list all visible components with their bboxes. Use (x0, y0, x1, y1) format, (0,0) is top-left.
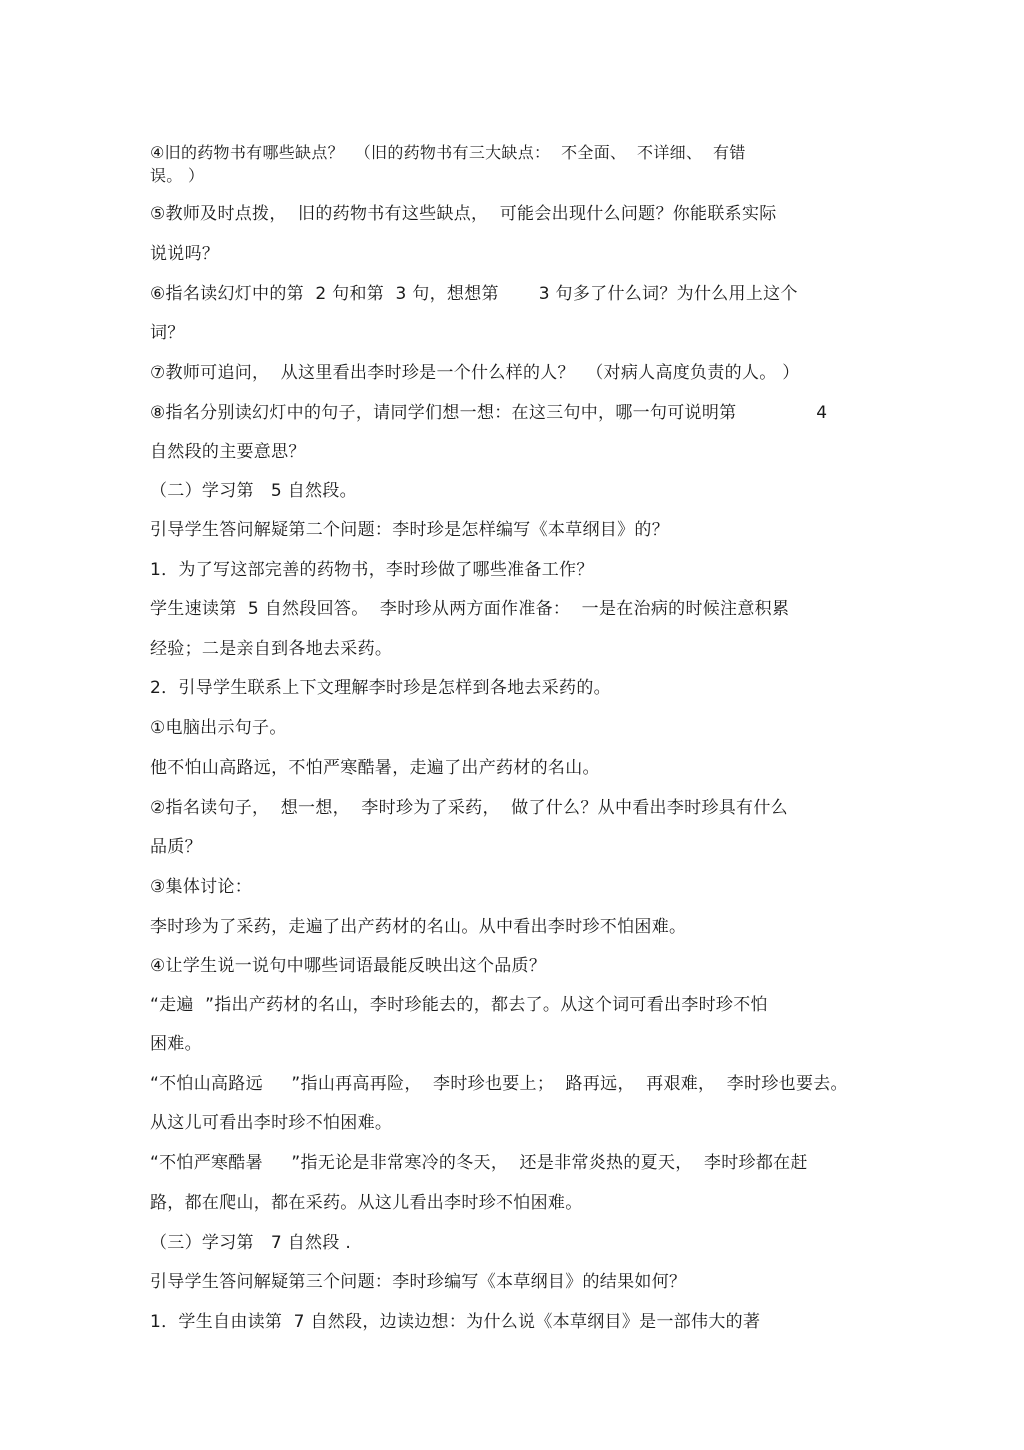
text-line: ③集体讨论： (150, 877, 253, 897)
text-line: “不怕严寒酷暑 ”指无论是非常寒冷的冬天， 还是非常炎热的夏天， 李时珍都在赶 (150, 1153, 808, 1173)
text-line: 引导学生答问解疑第二个问题：李时珍是怎样编写《本草纲目》的？ (150, 520, 669, 540)
text-line: ⑧指名分别读幻灯中的句子，请同学们想一想：在这三句中，哪一句可说明第 4 (150, 403, 828, 423)
text-line: 困难。 (150, 1034, 202, 1054)
text-line: 经验；二是亲自到各地去采药。 (150, 639, 393, 659)
text-line: 误。 ） (150, 166, 205, 185)
text-line: 路，都在爬山，都在采药。从这儿看出李时珍不怕困难。 (150, 1193, 583, 1213)
text-line: ⑤教师及时点拨， 旧的药物书有这些缺点， 可能会出现什么问题？你能联系实际 (150, 204, 777, 224)
text-line: ④旧的药物书有哪些缺点？ （旧的药物书有三大缺点： 不全面、 不详细、 有错 (150, 143, 746, 162)
text-line: ⑦教师可追问， 从这里看出李时珍是一个什么样的人？ （对病人高度负责的人。 ） (150, 363, 800, 383)
text-line: ②指名读句子， 想一想， 李时珍为了采药， 做了什么？从中看出李时珍具有什么 (150, 798, 788, 818)
text-line: “走遍 ”指出产药材的名山，李时珍能去的，都去了。从这个词可看出李时珍不怕 (150, 995, 768, 1015)
text-line: 自然段的主要意思？ (150, 442, 306, 462)
text-line: 品质？ (150, 837, 202, 857)
text-line: 他不怕山高路远，不怕严寒酷暑，走遍了出产药材的名山。 (150, 758, 600, 778)
text-line: 说说吗？ (150, 244, 220, 264)
text-line: 词？ (150, 323, 185, 343)
text-line: 1．为了写这部完善的药物书，李时珍做了哪些准备工作？ (150, 560, 594, 580)
text-line: ⑥指名读幻灯中的第 2 句和第 3 句，想想第 3 句多了什么词？为什么用上这个 (150, 284, 798, 304)
text-line: “不怕山高路远 ”指山再高再险， 李时珍也要上； 路再远， 再艰难， 李时珍也要去。 (150, 1074, 848, 1094)
section-heading: （二）学习第 5 自然段。 (150, 481, 357, 501)
text-line: 李时珍为了采药，走遍了出产药材的名山。从中看出李时珍不怕困难。 (150, 917, 687, 937)
text-line: 引导学生答问解疑第三个问题：李时珍编写《本草纲目》的结果如何？ (150, 1272, 687, 1292)
text-line: ④让学生说一说句中哪些词语最能反映出这个品质？ (150, 956, 547, 976)
section-heading: （三）学习第 7 自然段 . (150, 1233, 352, 1253)
text-line: 从这儿可看出李时珍不怕困难。 (150, 1113, 393, 1133)
text-line: 1．学生自由读第 7 自然段，边读边想：为什么说《本草纲目》是一部伟大的著 (150, 1312, 761, 1332)
text-line: 学生速读第 5 自然段回答。 李时珍从两方面作准备： 一是在治病的时候注意积累 (150, 599, 790, 619)
text-line: ①电脑出示句子。 (150, 718, 287, 738)
text-line: 2．引导学生联系上下文理解李时珍是怎样到各地去采药的。 (150, 678, 611, 698)
